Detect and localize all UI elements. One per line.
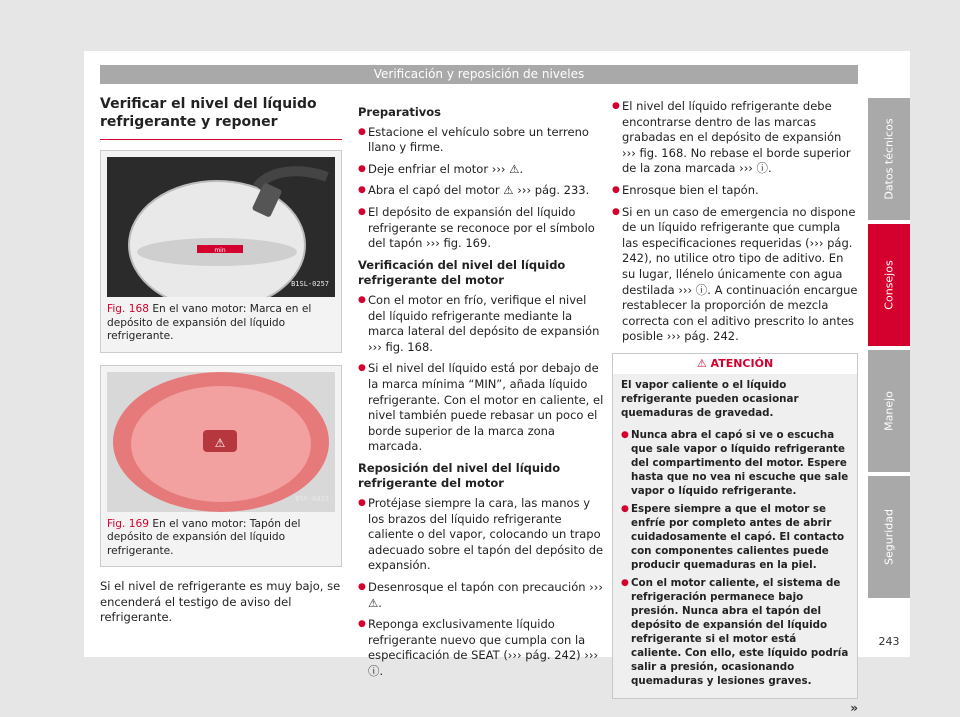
svg-text:⚠: ⚠ xyxy=(214,435,226,450)
warning-title-text: ATENCIÓN xyxy=(710,356,774,370)
warning-body xyxy=(613,374,857,698)
list-item: ● Abra el capó del motor ⚠ ››› pág. 233. xyxy=(358,183,604,199)
section-title: Verificar el nivel del líquido refrigerante y reponer xyxy=(100,96,317,130)
figure-caption xyxy=(107,303,335,344)
tank-cap-image xyxy=(107,372,335,512)
coolant-tank-illustration xyxy=(107,157,335,297)
list-item: ● Estacione el vehículo sobre un terreno llano y firme. xyxy=(358,125,604,156)
list-item: ● Si en un caso de emergencia no dispone de un líquido refrigerante que cumpla las especificaciones requeridas (››› pág. 242), no utilice otro tipo de aditivo. En su lugar, llénelo únicamente con agua destilada ››› ⓘ. A continuación encargue restablecer la proporción de mezcla correcta con el aditivo prescrito lo antes posible ››› pág. 242. xyxy=(612,205,858,345)
tab-datos-tecnicos[interactable] xyxy=(868,98,910,220)
list-item: ● El nivel del líquido refrigerante debe encontrarse dentro de las marcas grabadas en el depósito de expansión ››› fig. 168. No rebase el borde superior de la zona marcada ››› ⓘ. xyxy=(612,99,858,177)
figure-168 xyxy=(100,150,342,353)
figure-caption xyxy=(107,518,335,559)
tank-cap-illustration xyxy=(107,372,335,512)
list-item: ● Enrosque bien el tapón. xyxy=(612,183,858,199)
figure-caption-text: En el vano motor: Marca en el depósito de expansión del líquido refrigerante. xyxy=(107,303,312,342)
warning-intro: El vapor caliente o el líquido refrigerante pueden ocasionar quemaduras de gravedad. xyxy=(621,378,799,419)
warning-item: ● Nunca abra el capó si ve o escucha que sale vapor o líquido refrigerante del compartimento del motor. Espere hasta que no vea ni escuche que sale vapor o líquido refrigerante. xyxy=(621,428,849,498)
svg-text:min: min xyxy=(214,247,226,254)
column-3 xyxy=(612,99,858,713)
list-item: ● Deje enfriar el motor ››› ⚠. xyxy=(358,162,604,178)
tab-consejos[interactable] xyxy=(868,224,910,346)
tab-manejo[interactable] xyxy=(868,350,910,472)
figure-label: Fig. 169 xyxy=(107,517,149,530)
chapter-tabs xyxy=(868,98,910,602)
continue-row xyxy=(612,699,858,713)
list-item: ● Protéjase siempre la cara, las manos y los brazos del líquido refrigerante caliente o del vapor, colocando un trapo adecuado sobre el tapón del depósito de expansión. xyxy=(358,496,604,574)
list-item: ● Con el motor en frío, verifique el nivel del líquido refrigerante mediante la marca lateral del depósito de expansión ››› fig. 168. xyxy=(358,293,604,355)
tab-label: Datos técnicos xyxy=(882,118,896,200)
coolant-warning-text: Si el nivel de refrigerante es muy bajo, se encenderá el testigo de aviso del refrigerante. xyxy=(100,579,341,625)
tab-label: Seguridad xyxy=(882,509,896,565)
list-item: ● Si el nivel del líquido está por debajo de la marca mínima “MIN”, añada líquido refrigerante. Con el motor en caliente, el nivel también puede rebasar un poco el borde superior de la marca zona marcada. xyxy=(358,361,604,455)
continue-mark: » xyxy=(850,700,858,715)
tab-seguridad[interactable] xyxy=(868,476,910,598)
verificacion-title: Verificación del nivel del líquido refrigerante del motor xyxy=(358,257,566,288)
figure-169 xyxy=(100,365,342,568)
list-item: ● Desenrosque el tapón con precaución ››› ⚠. xyxy=(358,580,604,611)
coolant-tank-image xyxy=(107,157,335,297)
figure-code: B1SL-0257 xyxy=(291,280,329,289)
column-1 xyxy=(100,95,342,634)
tab-label: Manejo xyxy=(882,391,896,431)
figure-code: B5F-0431 xyxy=(295,494,329,503)
list-item: ● El depósito de expansión del líquido refrigerante se reconoce por el símbolo del tapón ››› fig. 169. xyxy=(358,205,604,252)
warning-title xyxy=(613,354,857,374)
reposicion-title: Reposición del nivel del líquido refrigerante del motor xyxy=(358,460,561,491)
warning-item: ● Espere siempre a que el motor se enfríe por completo antes de abrir cuidadosamente el capó. El contacto con componentes calientes puede producir quemaduras en la piel. xyxy=(621,502,849,572)
page-header: Verificación y reposición de niveles xyxy=(100,65,858,84)
warning-box xyxy=(612,353,858,699)
figure-caption-text: En el vano motor: Tapón del depósito de expansión del líquido refrigerante. xyxy=(107,517,301,557)
figure-label: Fig. 168 xyxy=(107,303,149,315)
warning-icon: ⚠ xyxy=(696,356,711,370)
section-rule xyxy=(100,139,342,140)
list-item: ● Reponga exclusivamente líquido refrigerante nuevo que cumpla con la especificación de SEAT (››› pág. 242) ››› ⓘ. xyxy=(358,617,604,679)
warning-item: ● Con el motor caliente, el sistema de refrigeración permanece bajo presión. Nunca abra el tapón del depósito de expansión del líquido refrigerante si el motor está caliente. Con ello, este líquido podría salir a presión, ocasionando quemaduras y lesiones graves. xyxy=(621,576,849,688)
preparativos-title: Preparativos xyxy=(358,105,442,119)
tab-label: Consejos xyxy=(882,260,896,310)
column-2 xyxy=(358,99,604,686)
page-number: 243 xyxy=(878,635,900,648)
